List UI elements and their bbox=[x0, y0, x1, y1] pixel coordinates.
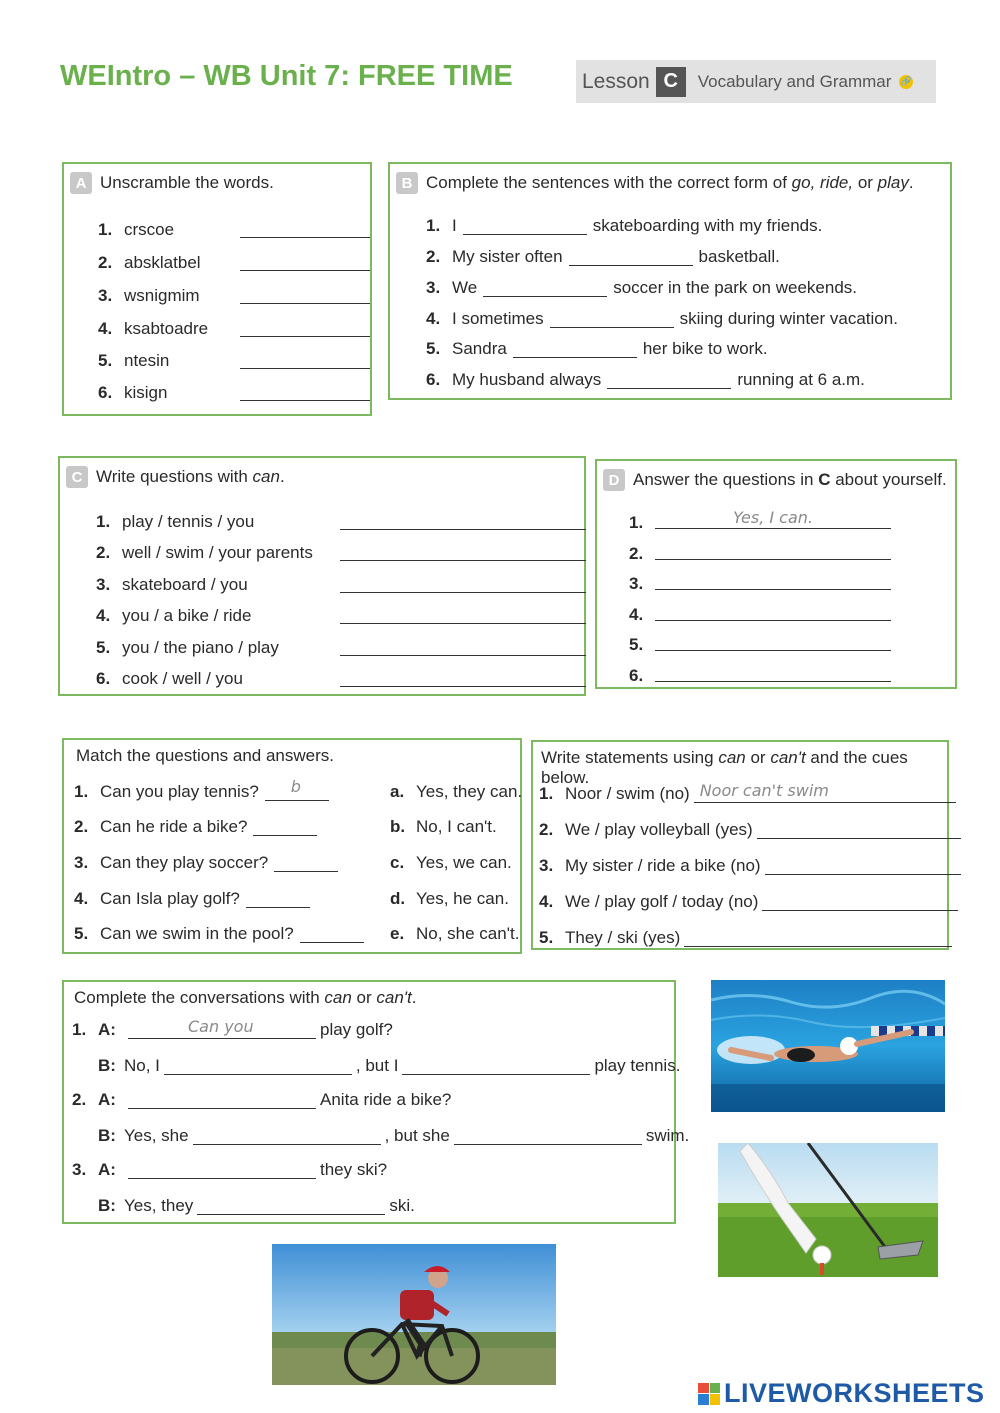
list-item: 6. My husband always running at 6 a.m. bbox=[426, 370, 865, 389]
list-item: 2. absklatbel bbox=[98, 253, 201, 272]
section-a-badge: A bbox=[70, 172, 92, 194]
conv-input[interactable] bbox=[128, 1091, 316, 1109]
blank-input[interactable] bbox=[607, 371, 731, 389]
section-statements bbox=[531, 740, 949, 950]
list-item: 5. Sandra her bike to work. bbox=[426, 339, 768, 358]
match-input[interactable]: b bbox=[265, 783, 329, 801]
list-item: 3. bbox=[629, 574, 644, 593]
match-input[interactable] bbox=[274, 854, 338, 872]
list-item: 5. you / the piano / play bbox=[96, 638, 279, 657]
list-item: 5. bbox=[629, 635, 644, 654]
answer-input-d6[interactable] bbox=[655, 664, 891, 682]
lesson-banner bbox=[576, 60, 936, 103]
section-d-instruction: Answer the questions in C about yourself. bbox=[633, 470, 947, 489]
conv-input[interactable] bbox=[128, 1161, 316, 1179]
blank-input[interactable] bbox=[569, 248, 693, 266]
match-answer: e. No, she can't. bbox=[390, 924, 520, 943]
brand-name: LIVEWORKSHEETS bbox=[724, 1378, 985, 1408]
lesson-letter: C bbox=[656, 67, 686, 97]
answer-input-a4[interactable] bbox=[240, 319, 370, 337]
answer-input-c5[interactable] bbox=[340, 638, 586, 656]
liveworksheets-logo-icon bbox=[698, 1383, 720, 1405]
lesson-subtitle: Vocabulary and Grammar bbox=[697, 71, 892, 91]
statement-item: 1. Noor / swim (no) Noor can't swim bbox=[539, 784, 956, 804]
list-item: 6. cook / well / you bbox=[96, 669, 243, 688]
match-answer: a. Yes, they can. bbox=[390, 782, 523, 801]
blank-input[interactable] bbox=[483, 279, 607, 297]
statement-input[interactable]: Noor can't swim bbox=[694, 785, 956, 803]
list-item: 2. well / swim / your parents bbox=[96, 543, 313, 562]
section-c bbox=[58, 456, 586, 696]
conv-input[interactable]: Can you bbox=[128, 1021, 316, 1039]
list-item: 4. bbox=[629, 605, 644, 624]
match-answer: d. Yes, he can. bbox=[390, 889, 509, 908]
match-answer: b. No, I can't. bbox=[390, 817, 497, 836]
answer-input-c1[interactable] bbox=[340, 512, 586, 530]
list-item: 3. wsnigmim bbox=[98, 286, 200, 305]
answer-input-d3[interactable] bbox=[655, 572, 891, 590]
section-c-heading bbox=[66, 466, 285, 488]
conversation-3-b: B: Yes, they ski. bbox=[98, 1196, 415, 1215]
answer-input-d2[interactable] bbox=[655, 542, 891, 560]
statement-input[interactable] bbox=[684, 929, 952, 947]
match-input[interactable] bbox=[246, 890, 310, 908]
list-item: 6. bbox=[629, 666, 644, 685]
page-title: WEIntro – WB Unit 7: FREE TIME bbox=[60, 60, 513, 92]
match-question: 3. Can they play soccer? bbox=[74, 853, 338, 873]
match-instruction: Match the questions and answers. bbox=[76, 746, 334, 765]
lesson-word: Lesson bbox=[582, 69, 650, 93]
answer-input-a5[interactable] bbox=[240, 351, 370, 369]
list-item: 4. you / a bike / ride bbox=[96, 606, 252, 625]
answer-input-d5[interactable] bbox=[655, 633, 891, 651]
list-item: 1. crscoe bbox=[98, 220, 175, 239]
statement-item: 3. My sister / ride a bike (no) bbox=[539, 856, 961, 876]
match-question: 1. Can you play tennis? b bbox=[74, 782, 329, 802]
link-icon: 🔗 bbox=[899, 75, 913, 89]
statements-instruction: Write statements using can or can't and the cues below. bbox=[541, 748, 908, 787]
section-b-instruction: Complete the sentences with the correct form of go, ride, or play. bbox=[426, 173, 914, 192]
match-input[interactable] bbox=[300, 925, 364, 943]
answer-input-c2[interactable] bbox=[340, 543, 586, 561]
section-c-instruction: Write questions with can. bbox=[96, 467, 285, 486]
answer-input-c3[interactable] bbox=[340, 575, 586, 593]
conversation-2-a: 2. A: Anita ride a bike? bbox=[72, 1090, 452, 1109]
answer-input-a6[interactable] bbox=[240, 383, 370, 401]
section-d bbox=[595, 459, 957, 689]
blank-input[interactable] bbox=[513, 340, 637, 358]
match-question: 5. Can we swim in the pool? bbox=[74, 924, 364, 944]
answer-input-d4[interactable] bbox=[655, 603, 891, 621]
answer-input-a3[interactable] bbox=[240, 286, 370, 304]
match-answer: c. Yes, we can. bbox=[390, 853, 512, 872]
conv-input[interactable] bbox=[197, 1197, 385, 1215]
list-item: 1. bbox=[629, 513, 644, 532]
conv-input[interactable] bbox=[454, 1127, 642, 1145]
conv-input[interactable] bbox=[164, 1057, 352, 1075]
cyclist-photo bbox=[272, 1244, 556, 1385]
list-item: 5. ntesin bbox=[98, 351, 170, 370]
section-a-heading bbox=[70, 172, 274, 194]
statement-item: 2. We / play volleyball (yes) bbox=[539, 820, 961, 840]
section-c-badge: C bbox=[66, 466, 88, 488]
list-item: 1. play / tennis / you bbox=[96, 512, 255, 531]
blank-input[interactable] bbox=[550, 310, 674, 328]
answer-input-a1[interactable] bbox=[240, 220, 370, 238]
list-item: 3. We soccer in the park on weekends. bbox=[426, 278, 858, 297]
section-b-heading bbox=[396, 172, 914, 194]
match-question: 4. Can Isla play golf? bbox=[74, 889, 310, 909]
statement-item: 4. We / play golf / today (no) bbox=[539, 892, 958, 912]
match-input[interactable] bbox=[253, 818, 317, 836]
section-b-badge: B bbox=[396, 172, 418, 194]
section-b bbox=[388, 162, 952, 400]
list-item: 4. I sometimes skiing during winter vacation. bbox=[426, 309, 898, 328]
list-item: 4. ksabtoadre bbox=[98, 319, 209, 338]
swimmer-photo bbox=[711, 980, 945, 1112]
list-item: 2. My sister often basketball. bbox=[426, 247, 780, 266]
section-d-heading bbox=[603, 469, 947, 491]
list-item: 2. bbox=[629, 544, 644, 563]
conversation-2-b: B: Yes, she , but she swim. bbox=[98, 1126, 690, 1145]
conversation-3-a: 3. A: they ski? bbox=[72, 1160, 388, 1179]
conversations-instruction: Complete the conversations with can or can't. bbox=[74, 988, 417, 1007]
footer-branding bbox=[698, 1378, 985, 1409]
golf-photo bbox=[718, 1143, 938, 1277]
section-match bbox=[62, 738, 522, 954]
answer-input-a2[interactable] bbox=[240, 253, 370, 271]
conversation-1-a: 1. A: Can you play golf? bbox=[72, 1017, 393, 1039]
section-conversations bbox=[62, 980, 690, 1224]
list-item: 6. kisign bbox=[98, 383, 168, 402]
answer-text-d1: Yes, I can. bbox=[733, 508, 813, 527]
section-d-badge: D bbox=[603, 469, 625, 491]
answer-input-c6[interactable] bbox=[340, 669, 586, 687]
statement-input[interactable] bbox=[757, 821, 961, 839]
section-a-instruction: Unscramble the words. bbox=[100, 173, 274, 192]
list-item: 3. skateboard / you bbox=[96, 575, 248, 594]
section-a bbox=[62, 162, 372, 416]
match-question: 2. Can he ride a bike? bbox=[74, 817, 317, 837]
list-item: 1. I skateboarding with my friends. bbox=[426, 216, 823, 235]
conv-input[interactable] bbox=[193, 1127, 381, 1145]
statement-input[interactable] bbox=[765, 857, 961, 875]
statement-input[interactable] bbox=[762, 893, 958, 911]
blank-input[interactable] bbox=[463, 217, 587, 235]
conversation-1-b: B: No, I , but I play tennis. bbox=[98, 1056, 681, 1075]
conv-input[interactable] bbox=[402, 1057, 590, 1075]
statement-item: 5. They / ski (yes) bbox=[539, 928, 952, 948]
answer-input-c4[interactable] bbox=[340, 606, 586, 624]
